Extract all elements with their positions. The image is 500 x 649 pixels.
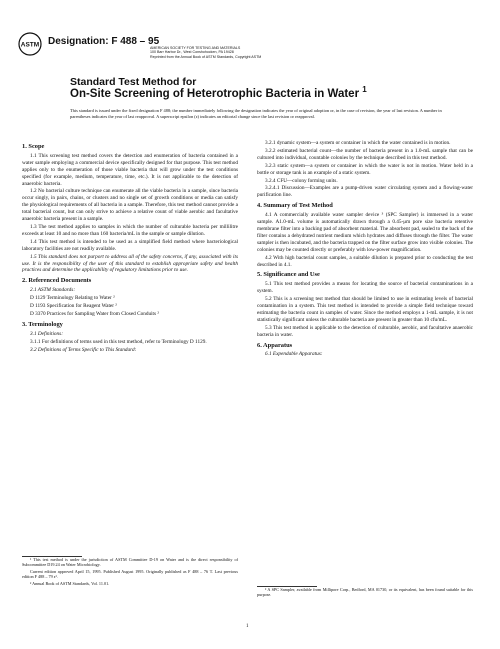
publisher-line: Reprinted from the Annual Book of ASTM Standards, Copyright ASTM [150,54,262,59]
paragraph: 1.4 This test method is intended to be used as a simplified field method where bacteriological laboratory facilities are not readily available. [22,238,238,252]
paragraph: 3.1 Definitions: [30,330,63,337]
standard-intro-note: This standard is issued under the fixed designation F 488; the number immediately following the designation indicates the year of original adoption or, in the case of revision, the year of last revision. A number in parentheses indicates the year of last reapproval. A superscript epsilon (ε) indicates an editorial change since the last revision or reapproval. [70,108,442,119]
designation: Designation: F 488 – 95 [48,36,160,47]
title-line-2 [70,85,367,100]
paragraph: 4.1 A commercially available water sampler device ³ (SPC Sampler) is immersed in a water sample. A1.0-mL volume is automatically drawn through a 0.45-μm pore size bacteria retentive membrane filter into a backing pad of absorbent material. The absorbent pad, sealed to the back of the filter contains a dehydrated nutrient medium which hydrates and diffuses through the filter. The water sampler is then incubated, and the bacteria trapped on the filter surface grow into visible colonies. The colonies may be counted directly or preferably with low-power magnification. [257,212,473,253]
paragraph: 3.2.3 static system—a system or container in which the water is not in motion. Water held in a bottle or storage tank is an example of a static system. [257,162,473,176]
section-heading: 2. Referenced Documents [22,277,92,285]
publisher-info [150,46,350,59]
footnotes-right [257,586,473,599]
footnote: Current edition approved April 15, 1995. Published August 1995. Originally published as F 488 – 76 T. Last previous edition F 488 – 79 ε¹. [22,568,238,580]
section-heading: 5. Significance and Use [257,271,320,279]
astm-logo [18,32,42,56]
title-line-1: Standard Test Method for [70,76,197,88]
publisher-line: AMERICAN SOCIETY FOR TESTING AND MATERIALS [150,46,241,50]
footnotes-left [22,556,238,587]
paragraph: 2.1 ASTM Standards: [30,287,76,294]
page-number: 1 [246,624,249,629]
reference-item: D 1129 Terminology Relating to Water ² [30,295,115,302]
title-text: On-Site Screening of Heterotrophic Bacteria in Water [70,88,360,100]
paragraph: 3.2 Definitions of Terms Specific to This Standard: [30,346,137,353]
section-heading: 3. Terminology [22,320,63,328]
paragraph: 3.2.4 CFU—colony forming units. [265,177,338,184]
title-footnote-ref: 1 [362,85,367,95]
paragraph: 1.1 This screening test method covers the detection and enumeration of bacteria contained in a water sample employing a commercial device specifically designed for that purpose. This test method applies only to the enumeration of those viable bacteria that will grow under the test conditions specified (for example, medium, temperature, time, etc.). It is not applicable to the detection of anaerobic bacteria. [22,152,238,187]
paragraph: 4.2 With high bacterial count samples, a suitable dilution is prepared prior to conducting the test described in 4.1. [257,254,473,268]
paragraph: 5.2 This is a screening test method that should be limited to use in estimating levels of bacterial contamination in a system. This test method is intended to provide a simple field technique toward estimating the bacteria count in samples of water. Since the method employs a 1-mL sample, it is not statistically significant unless the culturable bacteria are present in greater than 10 cfu/mL. [257,296,473,323]
paragraph: 1.2 No bacterial culture technique can enumerate all the viable bacteria in a sample, since bacteria occur singly, in pairs, chains, or clusters and no single set of growth conditions or media can satisfy the physiological requirements of all bacteria in a sample. Therefore, this test method cannot provide a total bacterial count, but can only strive to achieve a relative count of viable aerobic and facultative anaerobic bacteria present in a sample. [22,188,238,223]
paragraph: 1.3 The test method applies to samples in which the number of culturable bacteria per millilitre exceeds at least 10 and no more than 160 bacteria/mL in the sample or sample dilution. [22,223,238,237]
paragraph: 1.5 This standard does not purport to address all of the safety concerns, if any, associated with its use. It is the responsibility of the user of this standard to establish appropriate safety and health practices and determine the applicability of regulatory limitations prior to use. [22,253,238,274]
paragraph: 3.2.4.1 Discussion—Examples are a pump-driven water circulating system and a flowing-water purification line. [257,185,473,199]
section-heading: 1. Scope [22,143,45,150]
paragraph: 5.1 This test method provides a means for locating the source of bacterial contaminations in a system. [257,281,473,295]
paragraph: 3.1.1 For definitions of terms used in this test method, refer to Terminology D 1129. [30,338,207,345]
footnote: ² Annual Book of ASTM Standards, Vol. 11.01. [30,580,110,586]
svg-text:ASTM: ASTM [20,41,40,49]
section-heading: 6. Apparatus [257,341,293,349]
paragraph: 5.3 This test method is applicable to the detection of culturable, aerobic, and facultative anaerobic bacteria in water. [257,324,473,338]
footnote: ³ A SPC Sampler, available from Millipore Corp., Bedford, MA 01730, or its equivalent, has been found suitable for this purpose. [257,587,473,598]
right-column [257,140,473,359]
paragraph: 6.1 Expendable Apparatus: [265,351,323,358]
reference-item: D 1193 Specification for Reagent Water ² [30,303,117,310]
section-heading: 4. Summary of Test Method [257,202,333,210]
paragraph: 3.2.2 estimated bacterial count—the number of bacteria present in a 1.0-mL sample that can be cultured into individual, countable colonies by the technique described in this test method. [257,147,473,161]
footnote: ¹ This test method is under the jurisdiction of ASTM Committee D-19 on Water and is the direct responsibility of Subcommittee D19.24 on Water Microbiology. [22,557,238,568]
publisher-line: 100 Barr Harbor Dr., West Conshohocken, PA 19428 [150,50,234,55]
left-column [22,140,238,354]
paragraph: 3.2.1 dynamic system—a system or container in which the water contained is in motion. [265,140,451,146]
reference-item: D 3370 Practices for Sampling Water from Closed Conduits ² [30,310,159,317]
